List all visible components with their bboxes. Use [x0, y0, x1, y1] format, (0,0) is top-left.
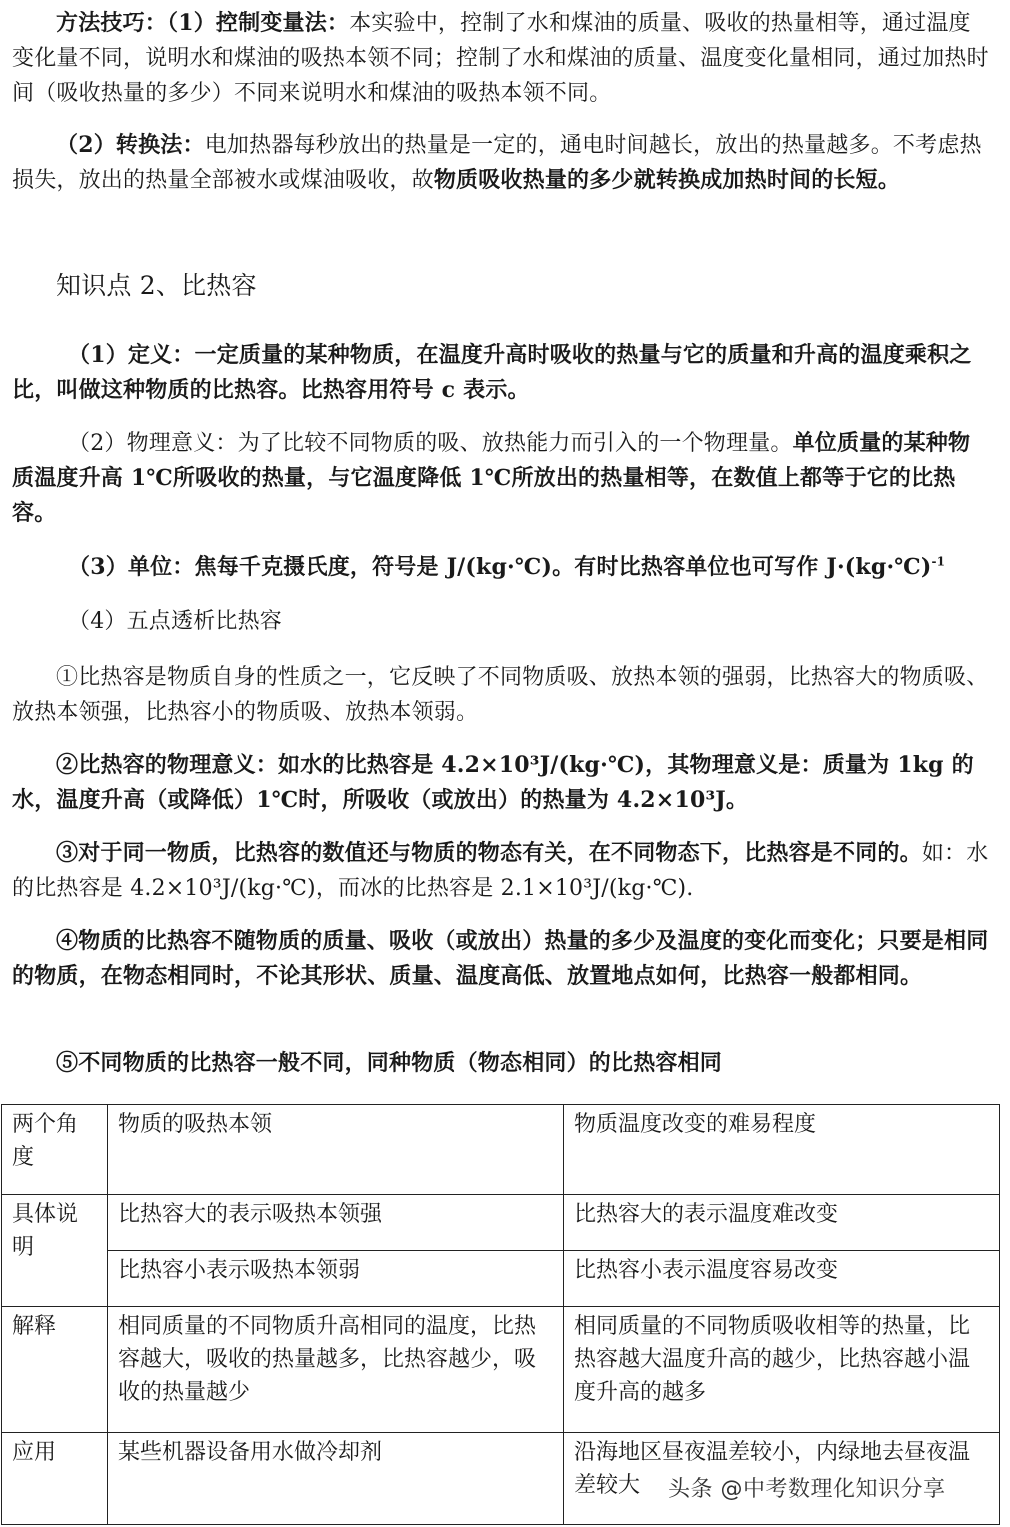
- table-cell: 具体说明: [2, 1195, 108, 1307]
- five-points-heading: [12, 604, 992, 639]
- five-points-text: （4）五点透析比热容: [68, 609, 282, 634]
- table-cell: 比热容大的表示温度难改变: [564, 1195, 1000, 1251]
- point-1-text: ①比热容是物质自身的性质之一，它反映了不同物质吸、放热本领的强弱，比热容大的物质吸、放热本领强，比热容小的物质吸、放热本领弱。: [12, 665, 989, 725]
- watermark-credit: 头条 @中考数理化知识分享: [668, 1477, 946, 1502]
- conversion-method-label: （2）转换法：: [56, 132, 205, 158]
- table-cell: 物质的吸热本领: [108, 1105, 564, 1195]
- table-cell: 应用: [2, 1433, 108, 1525]
- point-3-paragraph: [12, 836, 992, 906]
- comparison-table: [1, 1104, 1000, 1525]
- table-row: [2, 1195, 1000, 1251]
- table-cell: 相同质量的不同物质升高相同的温度，比热容越大，吸收的热量越多，比热容越少，吸收的热量越少: [108, 1307, 564, 1433]
- control-variable-text: 本实验中，控制了水和煤油的质量、吸收的热量相等，通过温度变化量不同，说明水和煤油的吸热本领不同；控制了水和煤油的质量、温度变化量相同，通过加热时间（吸收热量的多少）不同来说明水和煤油的吸热本领不同。: [12, 11, 989, 106]
- unit-paragraph: [12, 550, 992, 585]
- table-row: [2, 1105, 1000, 1195]
- table-cell: 比热容小表示吸热本领弱: [108, 1251, 564, 1307]
- point-4-paragraph: [12, 924, 992, 994]
- definition-paragraph: [12, 338, 992, 408]
- methods-title: 方法技巧：: [56, 10, 168, 36]
- definition-text: （1）定义：一定质量的某种物质，在温度升高时吸收的热量与它的质量和升高的温度乘积之比，叫做这种物质的比热容。比热容用符号 c 表示。: [12, 342, 972, 403]
- point-2-paragraph: [12, 748, 992, 818]
- table-cell: 解释: [2, 1307, 108, 1433]
- methods-paragraph-2: [12, 128, 992, 198]
- physical-meaning-bold: 单位质量的某种物质温度升高 1℃所吸收的热量，与它温度降低 1℃所放出的热量相等，在数值上都等于它的比热容。: [12, 430, 971, 526]
- point-1-paragraph: [12, 660, 992, 730]
- table-cell: 相同质量的不同物质吸收相等的热量，比热容越大温度升高的越少，比热容越小温度升高的越多: [564, 1307, 1000, 1433]
- point-3-example: 如：水的比热容是 4.2×10³J/(kg·℃)，而冰的比热容是 2.1×10³J/(kg·℃).: [12, 841, 989, 901]
- table-cell: 两个角度: [2, 1105, 108, 1195]
- point-5-paragraph: [12, 1046, 992, 1081]
- physical-meaning-intro: （2）物理意义：为了比较不同物质的吸、放热能力而引入的一个物理量。: [68, 431, 793, 456]
- table-cell: 物质温度改变的难易程度: [564, 1105, 1000, 1195]
- table-row: [2, 1307, 1000, 1433]
- table-row: [2, 1251, 1000, 1307]
- point-2-text: ②比热容的物理意义：如水的比热容是 4.2×10³J/(kg·℃)，其物理意义是：质量为 1kg 的水，温度升高（或降低）1℃时，所吸收（或放出）的热量为 4.2×10³J。: [12, 752, 974, 813]
- section-heading: 知识点 2、比热容: [56, 271, 257, 300]
- table-cell: 某些机器设备用水做冷却剂: [108, 1433, 564, 1525]
- point-3-bold: ③对于同一物质，比热容的数值还与物质的物态有关，在不同物态下，比热容是不同的。: [56, 840, 922, 866]
- table-cell: 比热容大的表示吸热本领强: [108, 1195, 564, 1251]
- table-cell: 沿海地区昼夜温差较小，内绿地去昼夜温差较大: [564, 1433, 1000, 1525]
- point-4-text: ④物质的比热容不随物质的质量、吸收（或放出）热量的多少及温度的变化而变化；只要是相同的物质，在物态相同时，不论其形状、质量、温度高低、放置地点如何，比热容一般都相同。: [12, 928, 989, 989]
- methods-paragraph-1: [12, 6, 992, 111]
- conversion-method-bold: 物质吸收热量的多少就转换成加热时间的长短。: [433, 167, 901, 193]
- unit-text: （3）单位：焦每千克摄氏度，符号是 J/(kg·℃)。有时比热容单位也可写作 J·(kg·℃): [68, 554, 932, 580]
- control-variable-label: （1）控制变量法：: [167, 10, 350, 36]
- point-5-text: ⑤不同物质的比热容一般不同，同种物质（物态相同）的比热容相同: [56, 1050, 723, 1076]
- physical-meaning-paragraph: [12, 426, 992, 531]
- conversion-method-text: 电加热器每秒放出的热量是一定的，通电时间越长，放出的热量越多。不考虑热损失，放出的热量全部被水或煤油吸收，故: [12, 133, 982, 193]
- table-cell: 比热容小表示温度容易改变: [564, 1251, 1000, 1307]
- unit-exponent: -1: [931, 554, 946, 569]
